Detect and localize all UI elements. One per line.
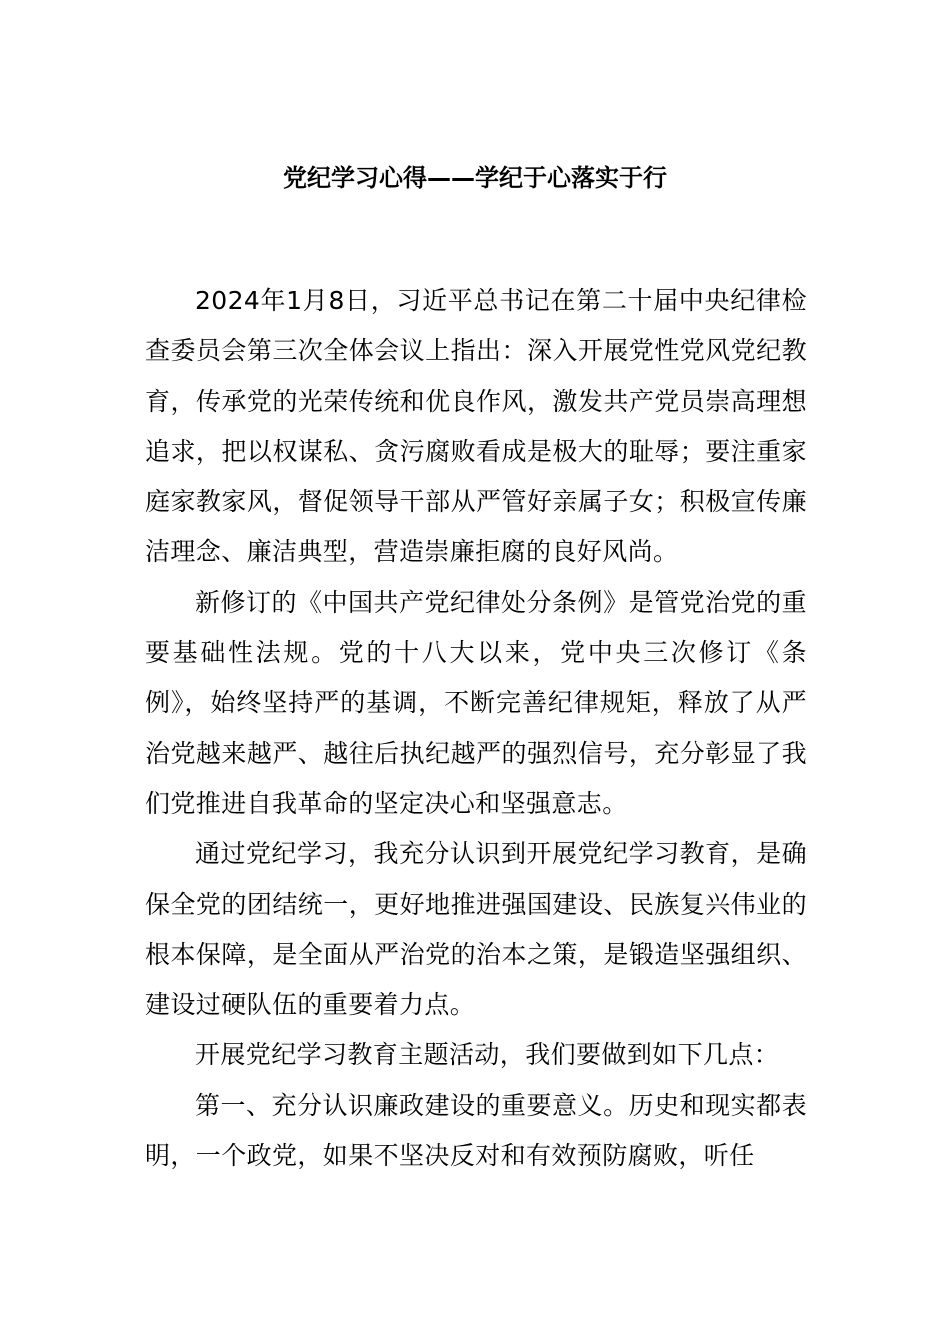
- paragraph: 第一、充分认识廉政建设的重要意义。历史和现实都表明，一个政党，如果不坚决反对和有效预防腐败，听任: [145, 1090, 807, 1171]
- paragraph: 通过党纪学习，我充分认识到开展党纪学习教育，是确保全党的团结统一，更好地推进强国建设、民族复兴伟业的根本保障，是全面从严治党的治本之策，是锻造坚强组织、建设过硬队伍的重要着力点。: [145, 839, 807, 1020]
- paragraph: 2024年1月8日，习近平总书记在第二十届中央纪律检查委员会第三次全体会议上指出：深入开展党性党风党纪教育，传承党的光荣传统和优良作风，激发共产党员崇高理想追求，把以权谋私、贪污腐败看成是极大的耻辱；要注重家庭家教家风，督促领导干部从严管好亲属子女；积极宣传廉洁理念、廉洁典型，营造崇廉拒腐的良好风尚。: [145, 286, 807, 567]
- paragraph: 新修订的《中国共产党纪律处分条例》是管党治党的重要基础性法规。党的十八大以来，党中央三次修订《条例》，始终坚持严的基调，不断完善纪律规矩，释放了从严治党越来越严、越往后执纪越严的强烈信号，充分彰显了我们党推进自我革命的坚定决心和坚强意志。: [145, 587, 807, 818]
- document-title: 党纪学习心得——学纪于心落实于行: [283, 164, 667, 192]
- paragraph: 开展党纪学习教育主题活动，我们要做到如下几点：: [195, 1040, 780, 1070]
- document-body: [145, 276, 807, 1181]
